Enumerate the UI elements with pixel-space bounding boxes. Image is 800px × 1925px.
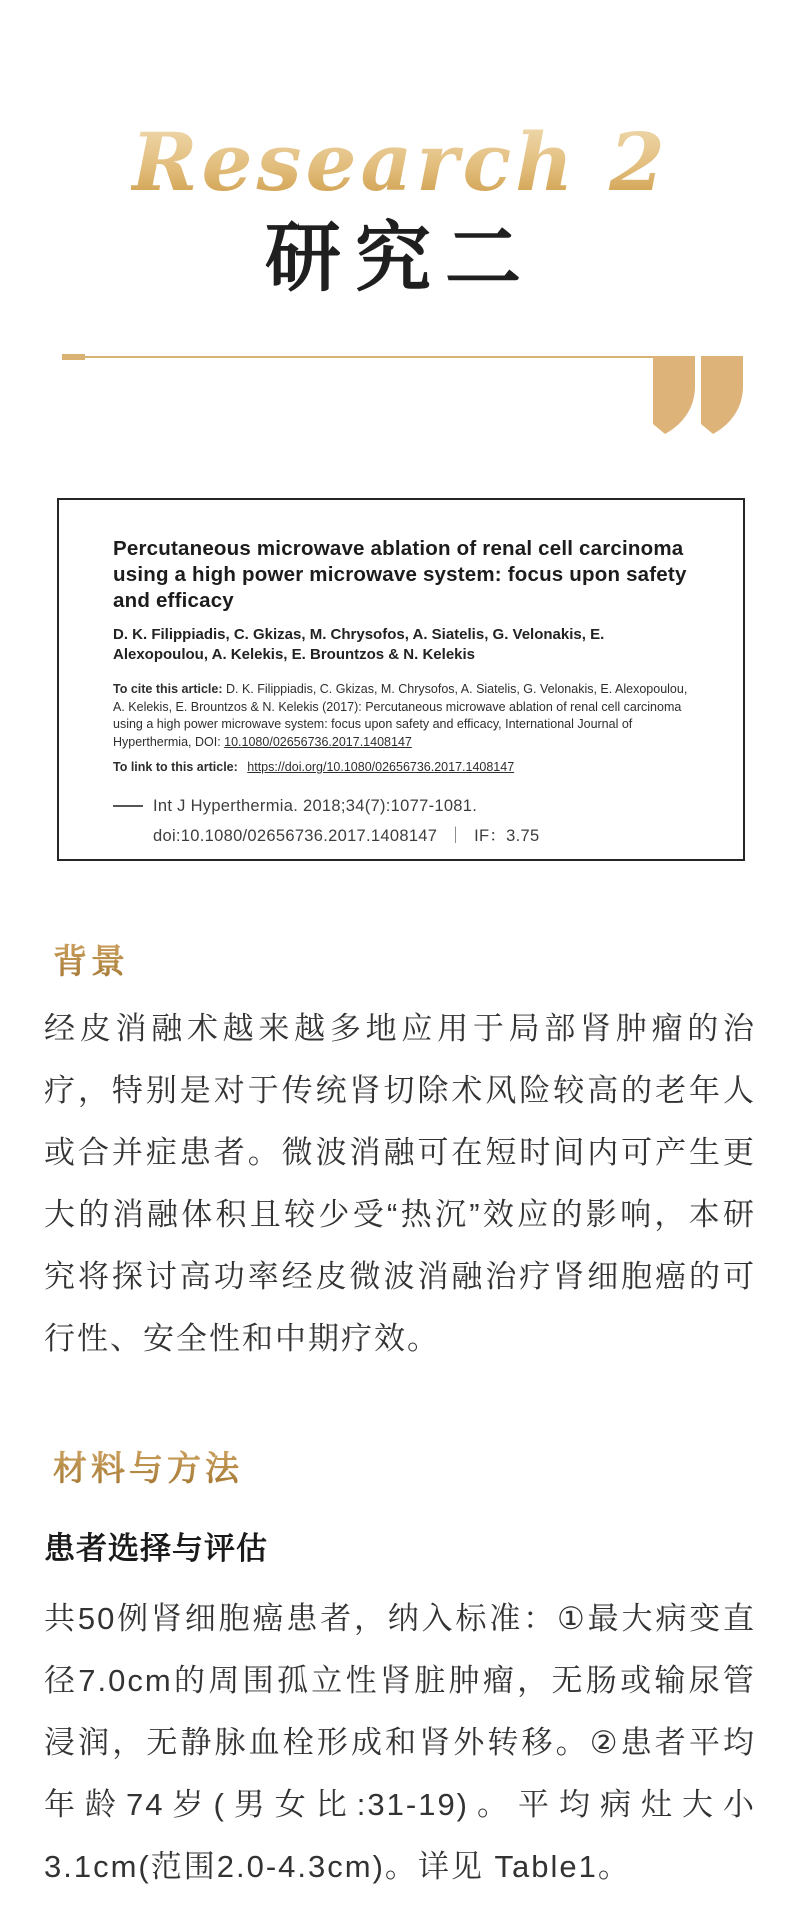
divider-cap	[62, 354, 85, 360]
page-title-zh: 研究二	[265, 213, 535, 302]
doi-line	[113, 821, 689, 852]
separator-bar: ｜	[447, 827, 465, 846]
background-paragraph: 经皮消融术越来越多地应用于局部肾肿瘤的治疗，特别是对于传统肾切除术风险较高的老年人或合并症患者。微波消融可在短时间内可产生更大的消融体积且较少受“热沉”效应的影响，本研究将探讨高功率经皮微波消融治疗肾细胞癌的可行性、安全性和中期疗效。	[44, 1010, 756, 1356]
quote-icon	[653, 356, 743, 434]
divider-line	[85, 356, 655, 358]
journal-name: Int J Hyperthermia. 2018;34(7):1077-1081.	[153, 796, 478, 815]
paper-authors: D. K. Filippiadis, C. Gkizas, M. Chrysofos, A. Siatelis, G. Velonakis, E. Alexopoulou, A. Kelekis, E. Brountzos & N. Kelekis	[113, 625, 605, 663]
paper-citation-card	[57, 498, 745, 861]
page-header	[0, 0, 800, 304]
background-heading: 背景	[53, 942, 129, 982]
link-label: To link to this article:	[113, 760, 238, 775]
link-paragraph	[113, 759, 689, 777]
methods-paragraph: 共50例肾细胞癌患者，纳入标准：①最大病变直径7.0cm的周围孤立性肾脏肿瘤，无肠或输尿管浸润，无静脉血栓形成和肾外转移。②患者平均年龄74岁(男女比:31-19)。平均病灶大小3.1cm(范围2.0-4.3cm)。详见 Table1。	[44, 1601, 756, 1884]
cite-text: D. K. Filippiadis, C. Gkizas, M. Chrysofos, A. Siatelis, G. Velonakis, E. Alexopoulou, A. Kelekis, E. Brountzos & N. Kelekis (2017): Percutaneous microwave ablation of renal cell carcinoma using a high power microwave system: focus upon safety and efficacy, International Journal of Hyperthermia, DOI:	[113, 682, 688, 749]
article-link[interactable]: https://doi.org/10.1080/02656736.2017.1408147	[247, 760, 515, 775]
methods-section	[0, 1448, 800, 1899]
impact-factor: IF：3.75	[474, 827, 540, 846]
methods-heading: 材料与方法	[53, 1448, 243, 1489]
cite-doi-link[interactable]: 10.1080/02656736.2017.1408147	[224, 734, 412, 749]
paper-title: Percutaneous microwave ablation of renal cell carcinoma using a high power microwave system: focus upon safety and efficacy	[113, 537, 687, 613]
patient-selection-subheading: 患者选择与评估	[44, 1531, 268, 1566]
doi-text: doi:10.1080/02656736.2017.1408147	[153, 827, 438, 846]
cite-paragraph	[113, 681, 689, 751]
background-section	[0, 941, 800, 1370]
journal-line	[113, 791, 689, 822]
cite-label: To cite this article:	[113, 682, 223, 697]
page-title-en: Research 2	[131, 112, 669, 212]
journal-dash	[113, 805, 143, 807]
section-divider	[0, 354, 800, 440]
journal-reference	[113, 791, 689, 852]
